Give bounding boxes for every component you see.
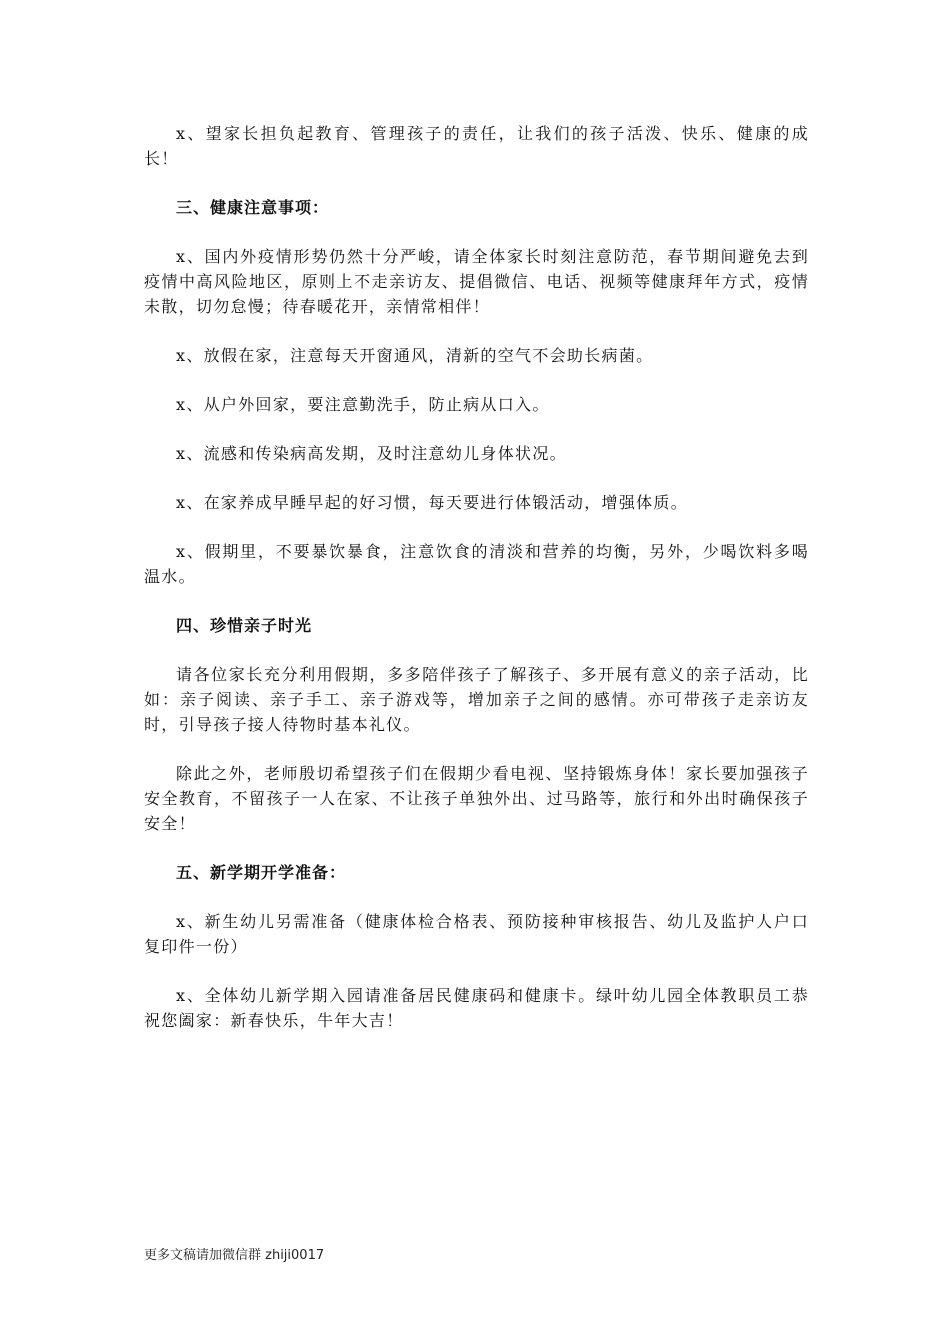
paragraph: x、流感和传染病高发期，及时注意幼儿身体状况。	[176, 444, 567, 463]
paragraph: x、从户外回家，要注意勤洗手，防止病从口入。	[176, 395, 550, 414]
footer-note: 更多文稿请加微信群 zhiji0017	[144, 1248, 325, 1263]
paragraph: x、新生幼儿另需准备（健康体检合格表、预防接种审核报告、幼儿及监护人户口复印件一份）	[144, 912, 809, 956]
paragraph: x、望家长担负起教育、管理孩子的责任，让我们的孩子活泼、快乐、健康的成长！	[144, 124, 809, 168]
paragraph: x、全体幼儿新学期入园请准备居民健康码和健康卡。绿叶幼儿园全体教职员工恭祝您阖家：新春快乐，牛年大吉！	[144, 986, 809, 1030]
section-heading: 四、珍惜亲子时光	[176, 616, 313, 635]
paragraph: x、放假在家，注意每天开窗通风，清新的空气不会助长病菌。	[176, 346, 654, 365]
paragraph: x、假期里，不要暴饮暴食，注意饮食的清淡和营养的均衡，另外，少喝饮料多喝温水。	[144, 542, 809, 586]
section-heading: 五、新学期开学准备：	[176, 863, 347, 882]
paragraph: 除此之外，老师殷切希望孩子们在假期少看电视、坚持锻炼身体！家长要加强孩子安全教育，不留孩子一人在家、不让孩子单独外出、过马路等，旅行和外出时确保孩子安全！	[144, 764, 809, 833]
document-body	[144, 121, 809, 1057]
section-heading: 三、健康注意事项：	[176, 198, 330, 217]
paragraph: x、国内外疫情形势仍然十分严峻，请全体家长时刻注意防范，春节期间避免去到疫情中高风险地区，原则上不走亲访友、提倡微信、电话、视频等健康拜年方式，疫情未散，切勿怠慢；待春暖花开，亲情常相伴！	[144, 247, 809, 316]
paragraph: 请各位家长充分利用假期，多多陪伴孩子了解孩子、多开展有意义的亲子活动，比如：亲子阅读、亲子手工、亲子游戏等，增加亲子之间的感情。亦可带孩子走亲访友时，引导孩子接人待物时基本礼仪。	[144, 665, 809, 734]
paragraph: x、在家养成早睡早起的好习惯，每天要进行体锻活动，增强体质。	[176, 493, 689, 512]
